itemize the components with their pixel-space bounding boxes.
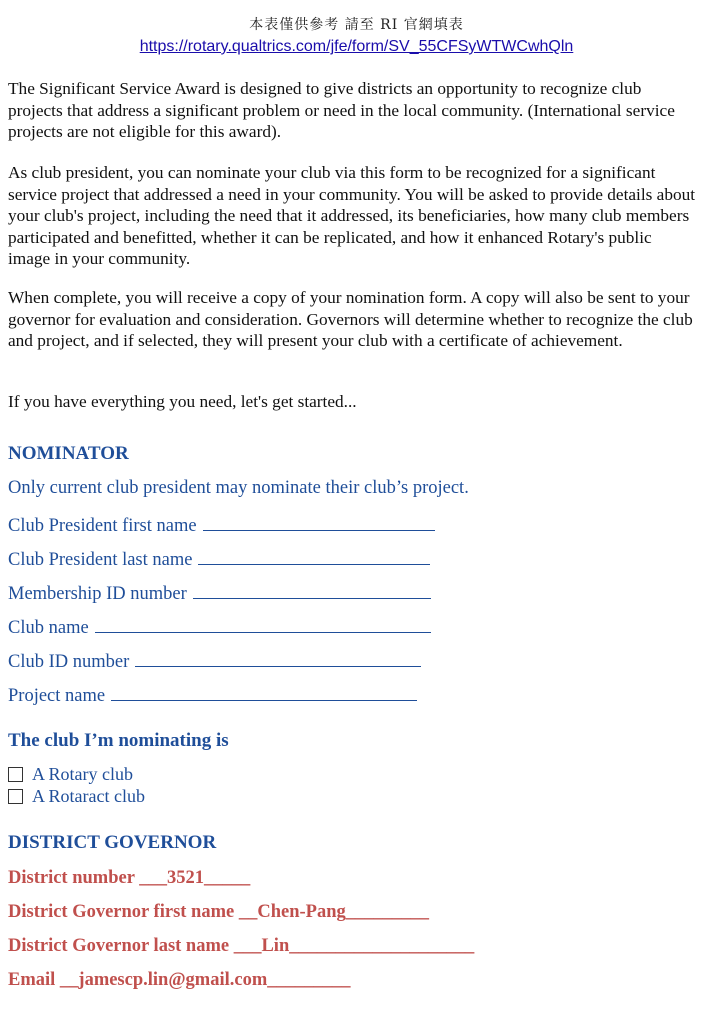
- district-governor-heading: DISTRICT GOVERNOR: [8, 832, 217, 853]
- nominator-heading: NOMINATOR: [8, 443, 129, 464]
- rotary-club-option[interactable]: [8, 764, 133, 785]
- rotaract-club-option[interactable]: [8, 786, 145, 807]
- rotary-club-label: A Rotary club: [32, 764, 133, 784]
- first-name-label: Club President first name: [8, 516, 197, 536]
- district-number-line: District number ___3521_____: [8, 868, 251, 888]
- club-name-row: [8, 614, 431, 639]
- governor-first-name-line: District Governor first name __Chen-Pang_________: [8, 902, 429, 922]
- club-name-label: Club name: [8, 618, 89, 638]
- rotary-club-checkbox[interactable]: [8, 767, 23, 782]
- intro-paragraph-4: If you have everything you need, let's get started...: [8, 392, 357, 411]
- intro-paragraph-2: As club president, you can nominate your club via this form to be recognized for a significant service project that addressed a need in your community. You will be asked to provide details about your club's project, including the need that it addressed, its beneficiaries, how many club members participated and benefitted, whether it can be replicated, and how it enhanced Rotary's public image in your community.: [8, 163, 696, 268]
- last-name-field[interactable]: [198, 546, 430, 565]
- last-name-row: [8, 546, 430, 571]
- first-name-field[interactable]: [203, 512, 435, 531]
- membership-id-field[interactable]: [193, 580, 431, 599]
- club-name-field[interactable]: [95, 614, 431, 633]
- rotaract-club-label: A Rotaract club: [32, 786, 145, 806]
- intro-paragraph-3: When complete, you will receive a copy of your nomination form. A copy will also be sent to your governor for evaluation and consideration. Governors will determine whether to recognize the club and project, and if selected, they will present your club with a certificate of achievement.: [8, 288, 693, 350]
- club-id-row: [8, 648, 421, 673]
- governor-last-name-line: District Governor last name ___Lin____________________: [8, 936, 475, 956]
- first-name-row: [8, 512, 435, 537]
- governor-email-line: Email __jamescp.lin@gmail.com_________: [8, 970, 351, 990]
- project-name-label: Project name: [8, 686, 106, 706]
- club-id-label: Club ID number: [8, 652, 130, 672]
- membership-id-row: [8, 580, 431, 605]
- header-note: 本表僅供參考 請至 RI 官網填表: [249, 17, 464, 33]
- intro-paragraph-1: The Significant Service Award is designed to give districts an opportunity to recognize club projects that address a significant problem or need in the local community. (International service projects are not eligible for this award).: [8, 79, 675, 141]
- rotaract-club-checkbox[interactable]: [8, 789, 23, 804]
- form-link[interactable]: https://rotary.qualtrics.com/jfe/form/SV_55CFSyWTWCwhQln: [139, 38, 574, 55]
- nominator-note: Only current club president may nominate their club’s project.: [8, 478, 469, 498]
- last-name-label: Club President last name: [8, 550, 193, 570]
- membership-id-label: Membership ID number: [8, 584, 187, 604]
- club-id-field[interactable]: [135, 648, 421, 667]
- club-type-heading: The club I’m nominating is: [8, 730, 229, 751]
- project-name-field[interactable]: [111, 682, 417, 701]
- project-name-row: [8, 682, 417, 707]
